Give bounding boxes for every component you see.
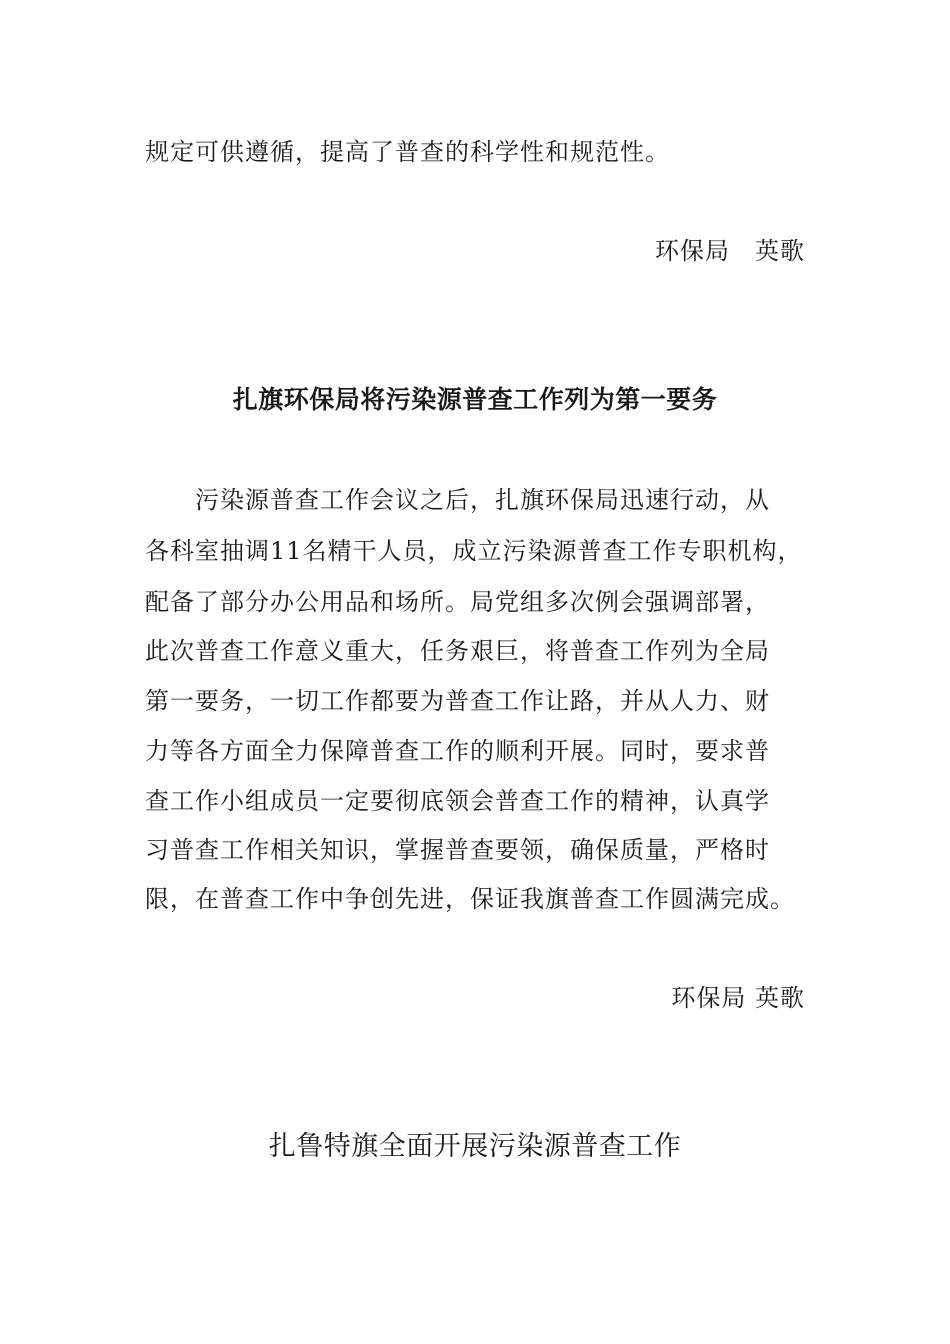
article-line-8: 习普查工作相关知识，掌握普查要领，确保质量，严格时 xyxy=(145,836,770,864)
article-signature: 环保局 英歌 xyxy=(671,984,805,1012)
article-line-3: 配备了部分办公用品和场所。局党组多次例会强调部署， xyxy=(145,588,770,616)
next-article-title: 扎鲁特旗全面开展污染源普查工作 xyxy=(268,1131,682,1162)
article-line-9: 限，在普查工作中争创先进，保证我旗普查工作圆满完成。 xyxy=(145,885,795,913)
previous-article-signature: 环保局 英歌 xyxy=(655,237,805,265)
article-line-6: 力等各方面全力保障普查工作的顺利开展。同时，要求普 xyxy=(145,737,770,765)
article-line-7: 查工作小组成员一定要彻底领会普查工作的精神，认真学 xyxy=(145,787,770,815)
article-title: 扎旗环保局将污染源普查工作列为第一要务 xyxy=(232,385,718,414)
article-line-1: 污染源普查工作会议之后，扎旗环保局迅速行动，从 xyxy=(195,486,770,514)
article-line-4: 此次普查工作意义重大，任务艰巨，将普查工作列为全局 xyxy=(145,637,770,665)
article-line-5: 第一要务，一切工作都要为普查工作让路，并从人力、财 xyxy=(145,687,770,715)
article-line-2: 各科室抽调11名精干人员，成立污染源普查工作专职机构， xyxy=(145,537,803,565)
previous-article-last-line: 规定可供遵循，提高了普查的科学性和规范性。 xyxy=(145,138,670,166)
